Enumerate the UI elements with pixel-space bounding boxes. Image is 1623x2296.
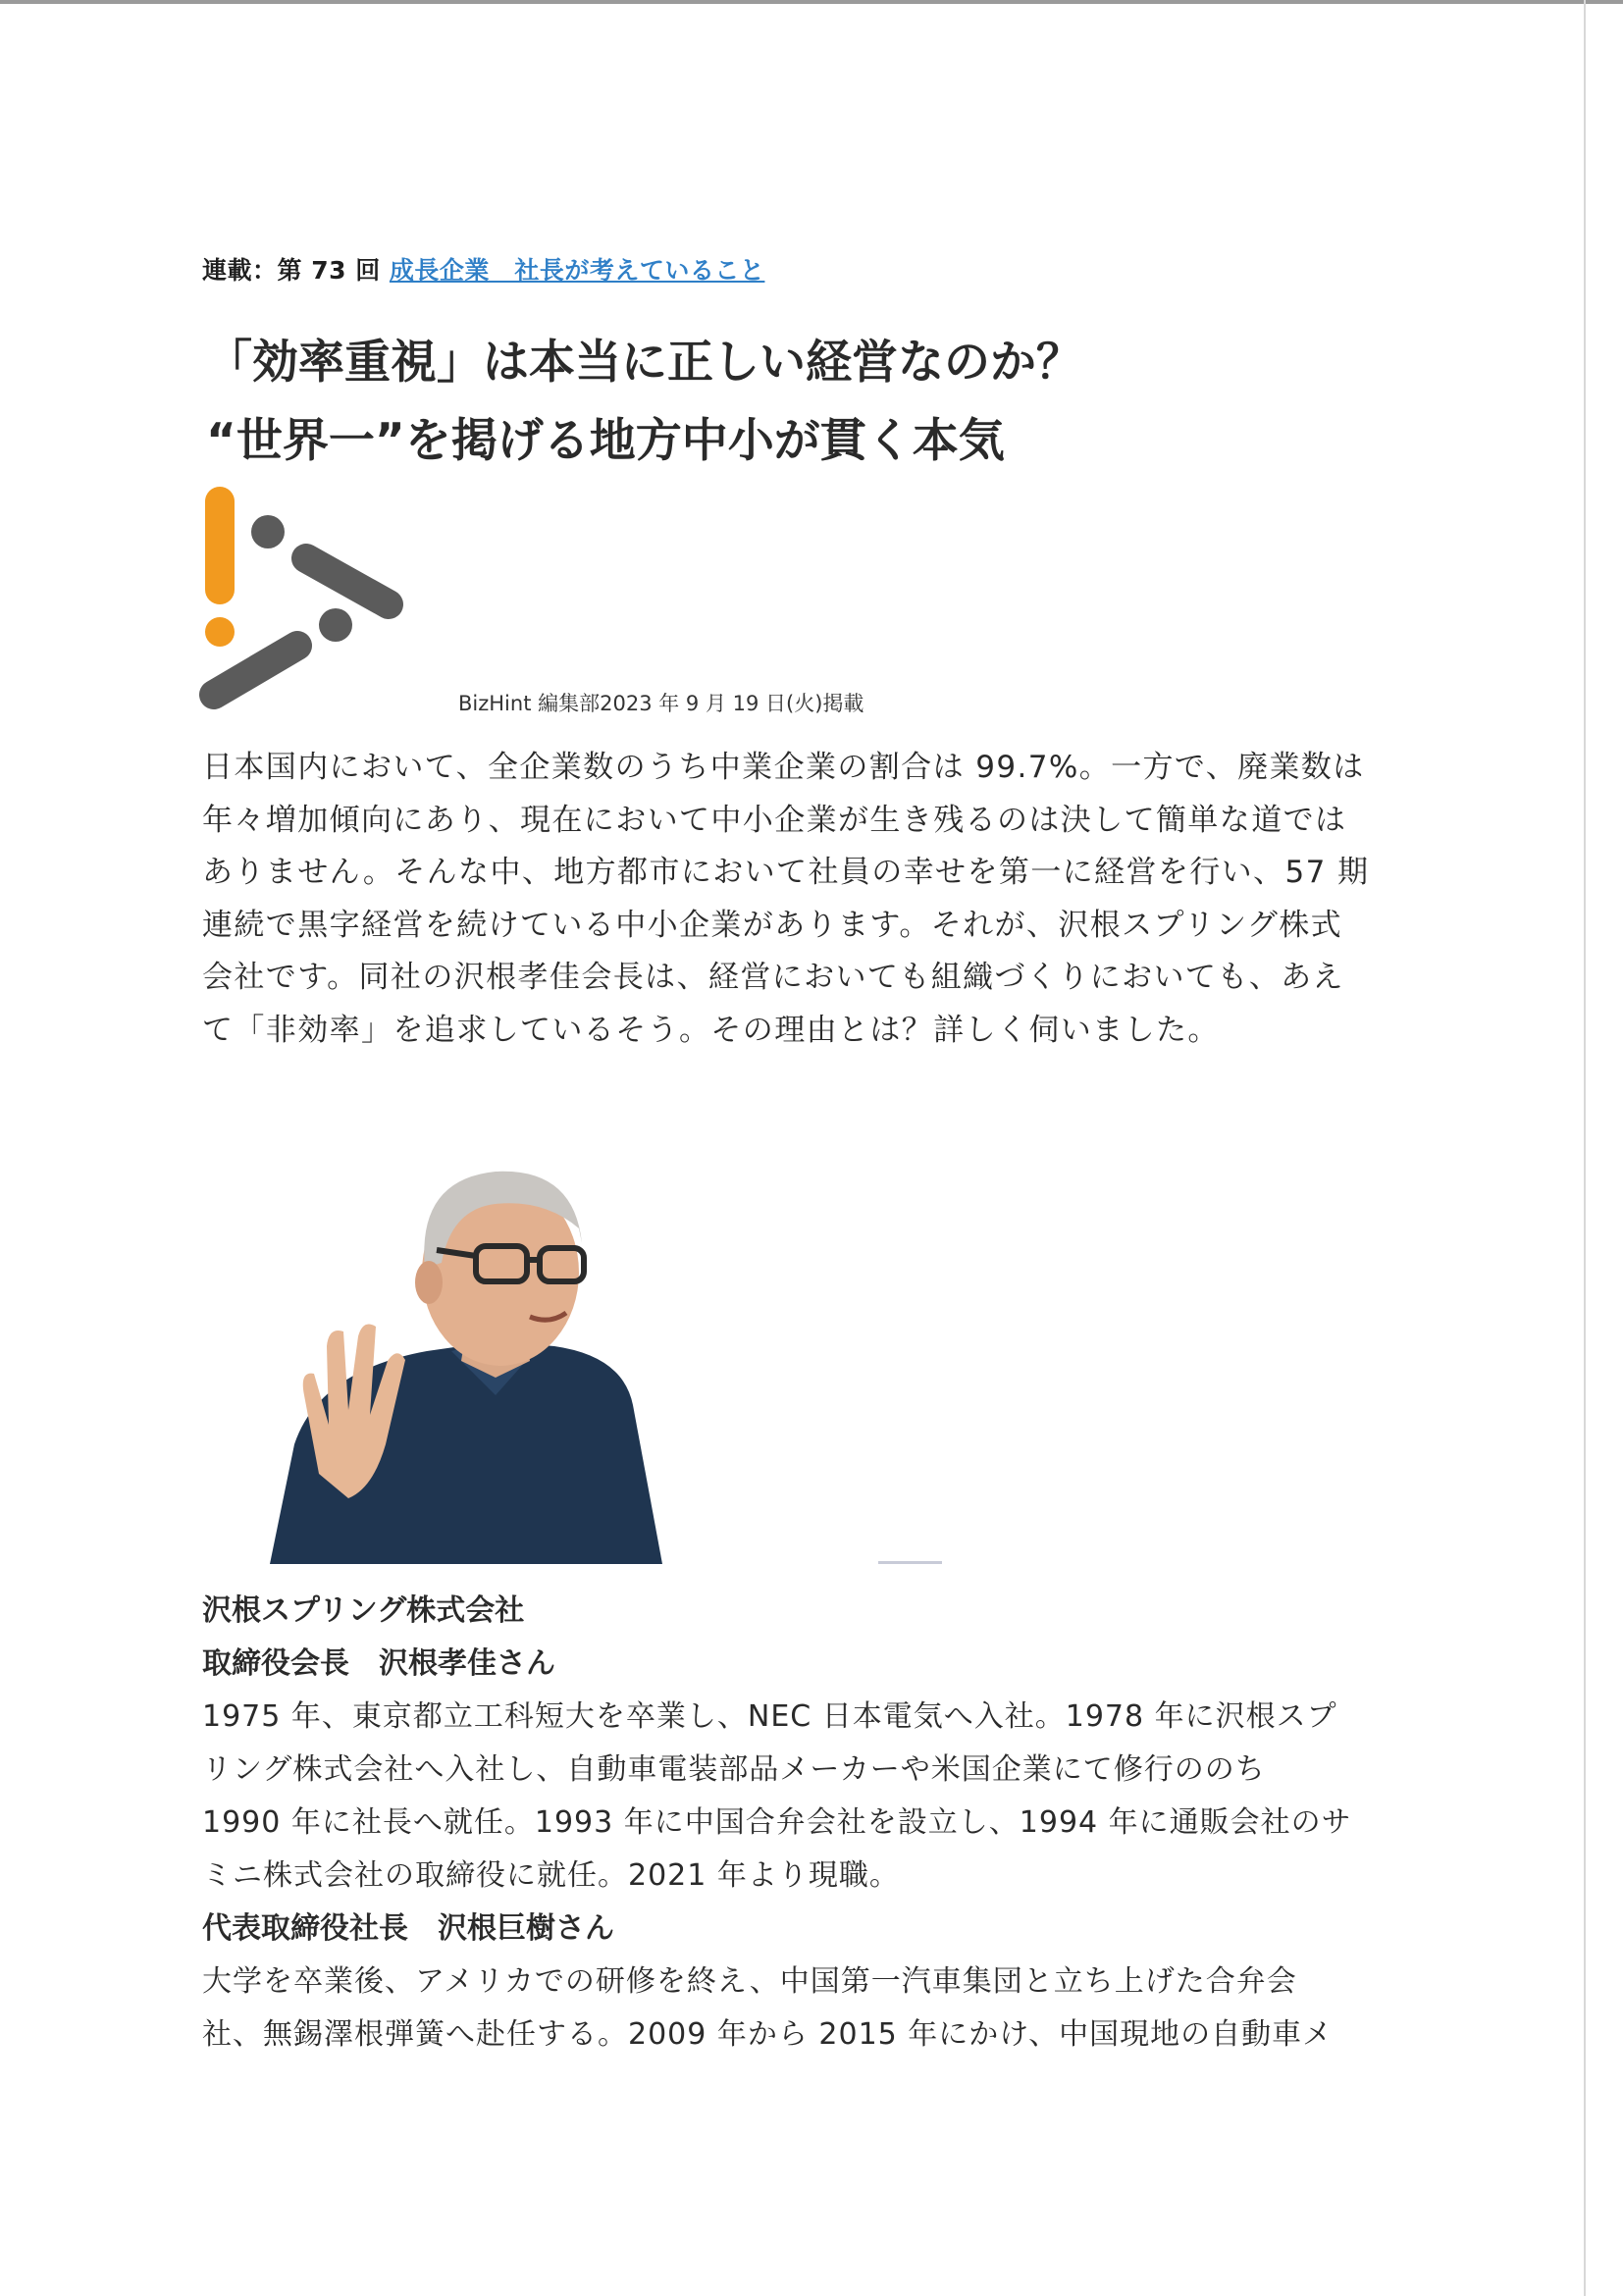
portrait-photo (201, 1150, 942, 1564)
lead-line: 年々増加傾向にあり、現在において中小企業が生き残るのは決して簡単な道では (202, 802, 1347, 838)
bizhint-logo-icon (196, 485, 412, 715)
person-line: 1975 年、東京都立工科短大を卒業し、NEC 日本電気へ入社。1978 年に沢根スプ (202, 1699, 1337, 1734)
title-line-1: 「効率重視」は本当に正しい経営なのか？ (206, 336, 1082, 390)
person-line: 1990 年に社長へ就任。1993 年に中国合弁会社を設立し、1994 年に通販会社のサ (202, 1805, 1352, 1840)
person-title-name: 代表取締役社長 沢根巨樹さん (202, 1911, 614, 1946)
logo-dot-gray-mid (319, 608, 352, 642)
person-line: リング株式会社へ入社し、自動車電装部品メーカーや米国企業にて修行ののち (202, 1752, 1266, 1787)
person-title-name: 取締役会長 沢根孝佳さん (202, 1646, 555, 1681)
scan-right-edge (1584, 0, 1586, 2296)
person-description (202, 1691, 1439, 1903)
title-line-2: “世界一”を掲げる地方中小が貫く本気 (206, 414, 1005, 468)
company-name: 沢根スプリング株式会社 (202, 1593, 525, 1628)
person-line: 大学を卒業後、アメリカでの研修を終え、中国第一汽車集団と立ち上げた合弁会 (202, 1964, 1297, 1999)
lead-line: て「非効率」を追求しているそう。その理由とは？詳しく伺いました。 (202, 1012, 1220, 1048)
logo-bar-orange (205, 487, 235, 604)
series-prefix: 連載：第 73 回 (202, 256, 390, 285)
lead-line: 連続で黒字経営を続けている中小企業があります。それが、沢根スプリング株式 (202, 907, 1343, 943)
person-line: ミニ株式会社の取締役に就任。2021 年より現職。 (202, 1858, 900, 1893)
person-description (202, 1956, 1439, 2061)
lead-line: 会社です。同社の沢根孝佳会長は、経営においても組織づくりにおいても、あえ (202, 960, 1344, 995)
logo-dot-orange (205, 617, 235, 647)
logo-bar-gray-top (306, 558, 389, 604)
series-link[interactable]: 成長企業 社長が考えていること (389, 256, 765, 285)
portrait-illustration (201, 1150, 942, 1564)
lead-paragraph (202, 742, 1429, 1057)
scan-top-edge (0, 0, 1623, 4)
series-header (202, 251, 764, 287)
person-line: 社、無錫澤根弾簧へ赴任する。2009 年から 2015 年にかけ、中国現地の自動車メ (202, 2017, 1334, 2052)
byline: BizHint 編集部2023 年 9 月 19 日(火)掲載 (458, 692, 864, 715)
photo-divider (878, 1561, 942, 1564)
lead-line: ありません。そんな中、地方都市において社員の幸せを第一に経営を行い、57 期 (202, 855, 1370, 890)
logo-dot-gray-top (251, 515, 285, 548)
profile-section (202, 1585, 1439, 2061)
article-title (206, 324, 1082, 481)
lead-line: 日本国内において、全企業数のうち中業企業の割合は 99.7%。一方で、廃業数は (202, 750, 1365, 785)
logo-bar-gray-bottom (214, 646, 297, 695)
